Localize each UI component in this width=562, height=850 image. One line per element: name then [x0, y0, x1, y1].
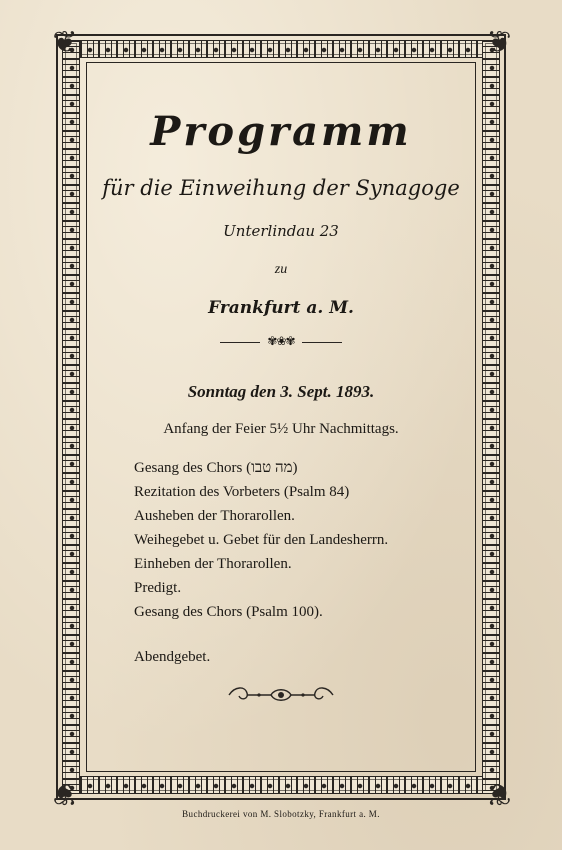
program-item: Gesang des Chors (מה טבו) — [134, 460, 298, 476]
program-item: Ausheben der Thorarollen. — [134, 508, 295, 524]
top-tile-border — [62, 40, 500, 58]
program-item: Predigt. — [134, 580, 182, 596]
floral-divider — [220, 334, 342, 348]
closing-item: Abendgebet. — [134, 649, 211, 665]
floral-divider-ornament-icon: ✾❀✾ — [267, 334, 295, 348]
scroll-ornament-icon — [225, 684, 337, 706]
floral-corner-ornament-icon: ❦ — [486, 25, 512, 60]
floral-corner-ornament-icon: ❦ — [486, 776, 512, 811]
connector-word: zu — [274, 262, 288, 277]
event-date: Sonntag den 3. Sept. 1893. — [187, 382, 375, 401]
divider-line-right — [302, 342, 342, 343]
floral-corner-ornament-icon: ❦ — [52, 25, 78, 60]
printer-credit: Buchdruckerei von M. Slobotzky, Frankfurt a. M. — [182, 809, 380, 819]
divider-line-left — [220, 342, 260, 343]
subtitle: für die Einweihung der Synagoge — [102, 176, 460, 200]
program-item: Rezitation des Vorbeters (Psalm 84) — [134, 484, 350, 500]
bottom-tile-border — [62, 776, 500, 794]
address: Unterlindau 23 — [223, 222, 339, 240]
program-item: Gesang des Chors (Psalm 100). — [134, 604, 323, 620]
left-tile-border — [62, 40, 80, 794]
program-item: Einheben der Thorarollen. — [134, 556, 292, 572]
city-name: Frankfurt a. M. — [208, 298, 354, 318]
right-tile-border — [482, 40, 500, 794]
start-time: Anfang der Feier 5½ Uhr Nachmittags. — [163, 421, 399, 437]
page-title: Programm — [150, 108, 412, 155]
program-list — [134, 456, 388, 624]
floral-corner-ornament-icon: ❦ — [52, 776, 78, 811]
program-item: Weihegebet u. Gebet für den Landesherrn. — [134, 532, 389, 548]
